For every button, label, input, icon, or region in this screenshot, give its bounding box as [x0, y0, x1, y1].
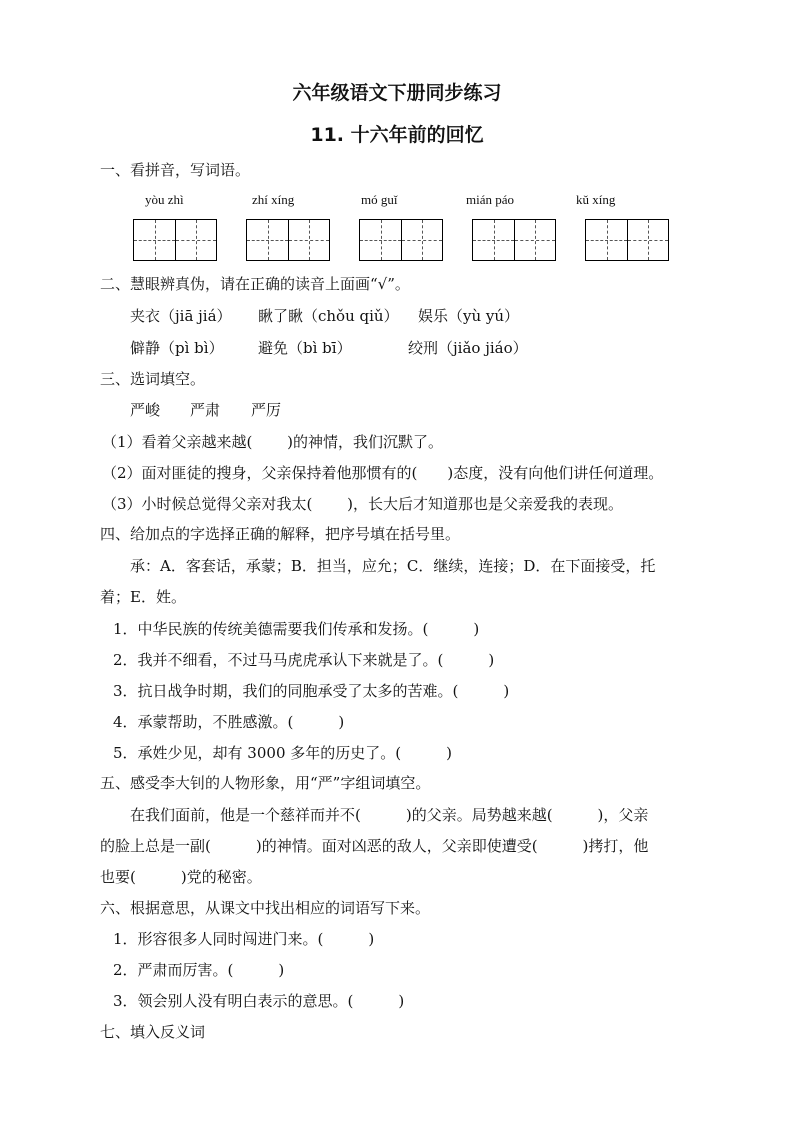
section1-heading: 一、看拼音，写词语。: [100, 161, 251, 179]
meaning-item[interactable]: 2．严肃而厉害。( ): [113, 961, 285, 979]
pinyin-4: mián páo: [466, 192, 515, 207]
paragraph-line[interactable]: 的脸上总是一副( )的神情。面对凶恶的敌人，父亲即使遭受( )拷打，他: [100, 837, 649, 855]
fill-blank-item[interactable]: （2）面对匪徒的搜身，父亲保持着他那惯有的( )态度，没有向他们讲任何道理。: [102, 464, 664, 482]
section6-heading: 六、根据意思，从课文中找出相应的词语写下来。: [100, 899, 431, 917]
section2-heading: 二、慧眼辨真伪，请在正确的读音上面画“√”。: [100, 275, 410, 293]
tianzige-cell[interactable]: [288, 220, 329, 260]
tianzige-cell[interactable]: [473, 220, 514, 260]
paragraph-line[interactable]: 在我们面前，他是一个慈祥而并不( )的父亲。局势越来越( )，父亲: [130, 806, 649, 824]
definition-line: 承：A．客套话，承蒙；B．担当，应允；C．继续，连接；D．在下面接受，托: [130, 557, 656, 575]
section7-heading: 七、填入反义词: [100, 1023, 206, 1041]
lesson-title: 11. 十六年前的回忆: [310, 124, 484, 146]
page-title: 六年级语文下册同步练习: [292, 82, 502, 104]
tianzige-box-4[interactable]: [472, 219, 556, 261]
definition-line: 着；E．姓。: [100, 588, 186, 606]
pinyin-1: yòu zhì: [145, 192, 184, 207]
reading-item[interactable]: 僻静（pì bì）: [130, 339, 224, 357]
tianzige-box-5[interactable]: [585, 219, 669, 261]
section5-heading: 五、感受李大钊的人物形象，用“严”字组词填空。: [100, 774, 431, 792]
tianzige-cell[interactable]: [627, 220, 668, 260]
pinyin-3: mó guǐ: [361, 192, 398, 207]
section4-heading: 四、给加点的字选择正确的解释，把序号填在括号里。: [100, 525, 461, 543]
choice-item[interactable]: 4．承蒙帮助，不胜感激。( ): [113, 713, 345, 731]
tianzige-cell[interactable]: [360, 220, 401, 260]
fill-blank-item[interactable]: （3）小时候总觉得父亲对我太( )，长大后才知道那也是父亲爱我的表现。: [102, 495, 624, 513]
word-option: 严峻: [130, 401, 161, 419]
choice-item[interactable]: 2．我并不细看，不过马马虎虎承认下来就是了。( ): [113, 651, 495, 669]
tianzige-cell[interactable]: [134, 220, 175, 260]
fill-blank-item[interactable]: （1）看着父亲越来越( )的神情，我们沉默了。: [102, 433, 444, 451]
tianzige-box-1[interactable]: [133, 219, 217, 261]
choice-item[interactable]: 3．抗日战争时期，我们的同胞承受了太多的苦难。( ): [113, 682, 510, 700]
reading-item[interactable]: 夹衣（jiā jiá）: [130, 307, 232, 325]
reading-item[interactable]: 娱乐（yù yú）: [418, 307, 520, 325]
reading-item[interactable]: 避免（bì bī）: [258, 339, 352, 357]
tianzige-cell[interactable]: [175, 220, 216, 260]
meaning-item[interactable]: 3．领会别人没有明白表示的意思。( ): [113, 992, 405, 1010]
reading-item[interactable]: 瞅了瞅（chǒu qiǔ）: [258, 307, 399, 325]
choice-item[interactable]: 1．中华民族的传统美德需要我们传承和发扬。( ): [113, 620, 480, 638]
section3-heading: 三、选词填空。: [100, 370, 206, 388]
choice-item[interactable]: 5．承姓少见，却有 3000 多年的历史了。( ): [113, 744, 452, 762]
tianzige-box-3[interactable]: [359, 219, 443, 261]
tianzige-cell[interactable]: [514, 220, 555, 260]
tianzige-box-2[interactable]: [246, 219, 330, 261]
word-option: 严厉: [251, 401, 282, 419]
paragraph-line[interactable]: 也要( )党的秘密。: [100, 868, 262, 886]
reading-item[interactable]: 绞刑（jiǎo jiáo）: [408, 339, 528, 357]
tianzige-cell[interactable]: [247, 220, 288, 260]
pinyin-2: zhí xíng: [252, 192, 295, 207]
pinyin-5: kǔ xíng: [576, 192, 616, 207]
word-option: 严肃: [190, 401, 221, 419]
tianzige-cell[interactable]: [586, 220, 627, 260]
meaning-item[interactable]: 1．形容很多人同时闯进门来。( ): [113, 930, 375, 948]
tianzige-cell[interactable]: [401, 220, 442, 260]
